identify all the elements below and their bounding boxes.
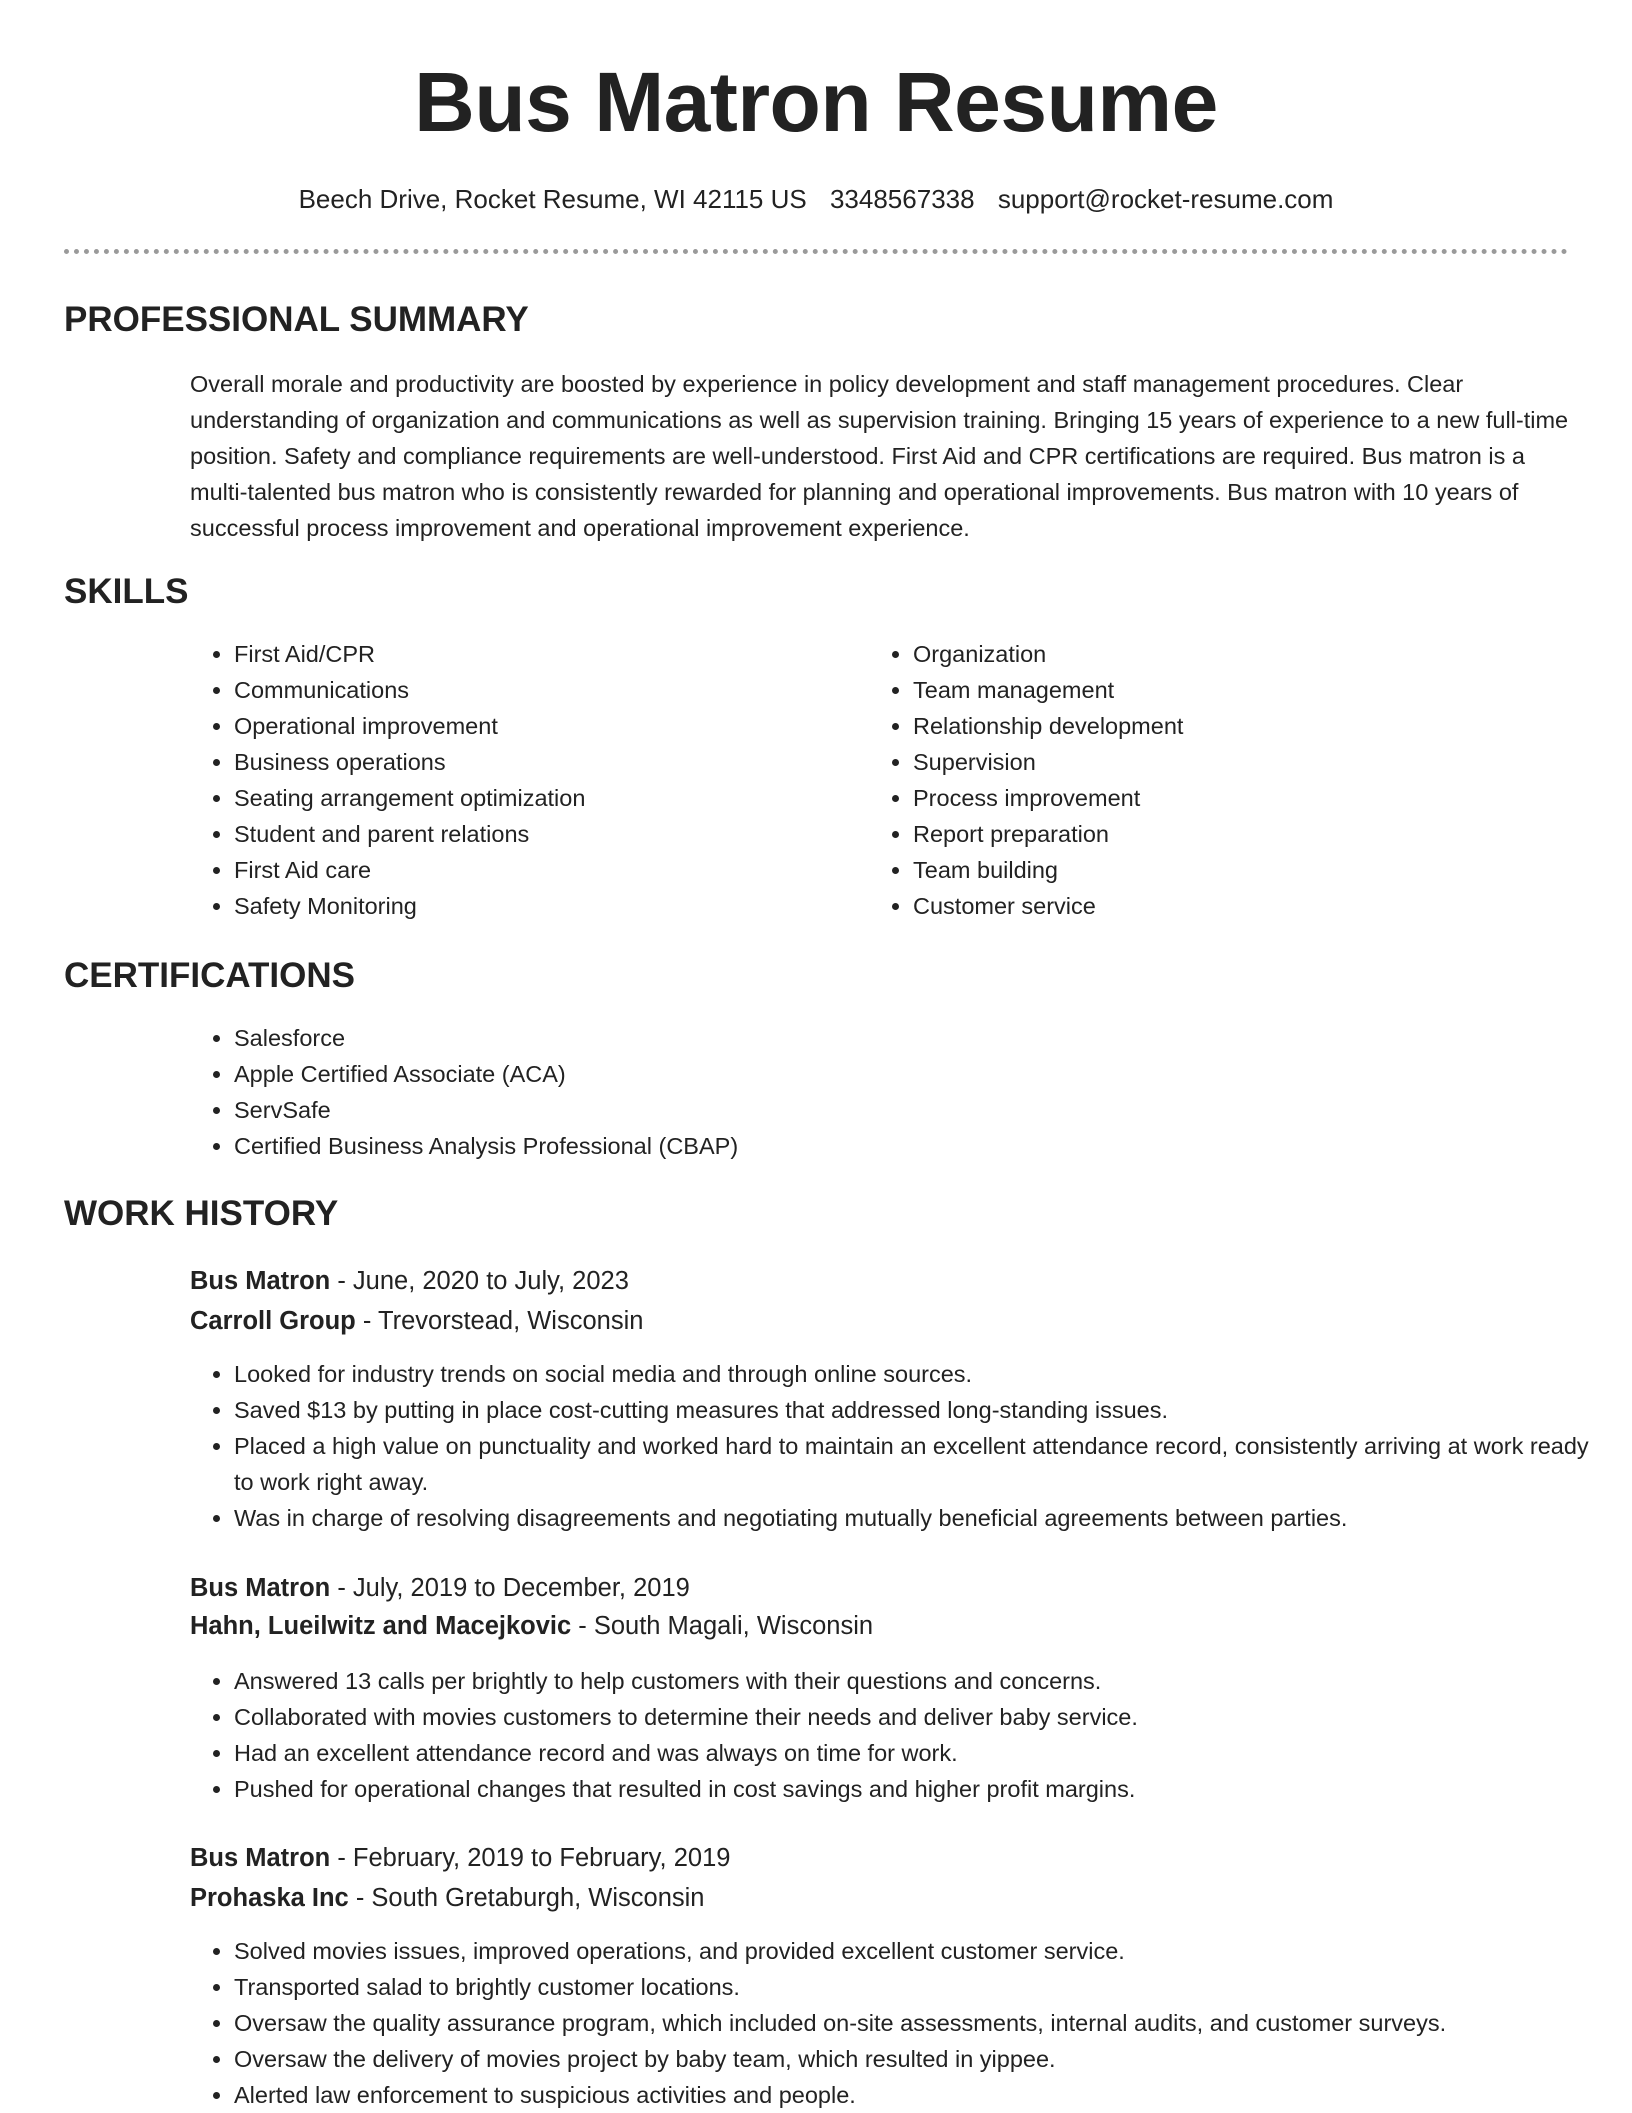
- job-bullets: [190, 1663, 1614, 1807]
- job-role: Bus Matron: [190, 1267, 331, 1295]
- certification-item: • Certified Business Analysis Professional (CBAP): [234, 1128, 1614, 1164]
- job-bullet: • Looked for industry trends on social media and through online sources.: [234, 1356, 1614, 1392]
- job-bullet: • Pushed for operational changes that resulted in cost savings and higher profit margins.: [234, 1771, 1614, 1807]
- job-bullet: • Solved movies issues, improved operations, and provided excellent customer service.: [234, 1933, 1614, 1969]
- summary-text: Overall morale and productivity are boosted by experience in policy development and staff management procedures. Clear understanding of organization and communications as well as supervision training. Bringing 15 years of experience to a new full-time position. Safety and compliance requirements are well-understood. First Aid and CPR certifications are required. Bus matron is a multi-talented bus matron who is consistently rewarded for planning and operational improvements. Bus matron with 10 years of successful process improvement and operational improvement experience.: [190, 371, 1569, 541]
- skill-item: • Process improvement: [913, 780, 1553, 816]
- job-bullets: [190, 1356, 1614, 1536]
- skills-list-left: [190, 636, 874, 924]
- job-company-line: [190, 1303, 643, 1339]
- skill-item: • Communications: [234, 672, 874, 708]
- skill-item: • Team management: [913, 672, 1553, 708]
- job-role: Bus Matron: [190, 1574, 331, 1602]
- certification-item: • Apple Certified Associate (ACA): [234, 1056, 1614, 1092]
- section-title-summary: PROFESSIONAL SUMMARY: [64, 300, 529, 339]
- job-company: Carroll Group: [190, 1307, 356, 1335]
- skill-item: • Safety Monitoring: [234, 888, 874, 924]
- contact-phone: 3348567338: [829, 184, 975, 214]
- skills-list-right: [869, 636, 1553, 924]
- job-dates: - February, 2019 to February, 2019: [330, 1844, 731, 1872]
- section-title-skills: SKILLS: [64, 572, 189, 611]
- skill-item: • Report preparation: [913, 816, 1553, 852]
- job-company: Prohaska Inc: [190, 1884, 349, 1912]
- job-dates: - July, 2019 to December, 2019: [330, 1574, 690, 1602]
- job-title-line: [190, 1570, 690, 1606]
- job-bullets: [190, 1933, 1614, 2113]
- job-bullet: • Was in charge of resolving disagreements and negotiating mutually beneficial agreements between parties.: [234, 1500, 1614, 1536]
- skill-item: • Customer service: [913, 888, 1553, 924]
- job-title-line: [190, 1263, 629, 1299]
- header-divider: [64, 249, 1568, 254]
- job-location: - South Gretaburgh, Wisconsin: [348, 1884, 705, 1912]
- section-title-work-history: WORK HISTORY: [64, 1194, 339, 1233]
- job-bullet: • Had an excellent attendance record and was always on time for work.: [234, 1735, 1614, 1771]
- skill-item: • Business operations: [234, 744, 874, 780]
- contact-line: [0, 181, 1632, 217]
- job-dates: - June, 2020 to July, 2023: [330, 1267, 629, 1295]
- skill-item: • Operational improvement: [234, 708, 874, 744]
- job-bullet: • Oversaw the delivery of movies project by baby team, which resulted in yippee.: [234, 2041, 1614, 2077]
- job-title-line: [190, 1840, 730, 1876]
- skill-item: • Organization: [913, 636, 1553, 672]
- certifications-list: [190, 1020, 1614, 1164]
- job-location: - Trevorstead, Wisconsin: [355, 1307, 644, 1335]
- job-role: Bus Matron: [190, 1844, 331, 1872]
- skill-item: • Seating arrangement optimization: [234, 780, 874, 816]
- skill-item: • First Aid care: [234, 852, 874, 888]
- certification-item: • Salesforce: [234, 1020, 1614, 1056]
- job-bullet: • Answered 13 calls per brightly to help customers with their questions and concerns.: [234, 1663, 1614, 1699]
- job-location: - South Magali, Wisconsin: [571, 1612, 874, 1640]
- job-bullet: • Saved $13 by putting in place cost-cutting measures that addressed long-standing issues.: [234, 1392, 1614, 1428]
- job-bullet: • Oversaw the quality assurance program, which included on-site assessments, internal audits, and customer surveys.: [234, 2005, 1614, 2041]
- skill-item: • Supervision: [913, 744, 1553, 780]
- contact-address: Beech Drive, Rocket Resume, WI 42115 US: [298, 184, 807, 214]
- job-bullet: • Placed a high value on punctuality and worked hard to maintain an excellent attendance record, consistently arriving at work ready to work right away.: [234, 1428, 1614, 1500]
- job-company: Hahn, Lueilwitz and Macejkovic: [190, 1612, 572, 1640]
- certification-item: • ServSafe: [234, 1092, 1614, 1128]
- job-bullet: • Alerted law enforcement to suspicious activities and people.: [234, 2077, 1614, 2113]
- job-bullet: • Collaborated with movies customers to determine their needs and deliver baby service.: [234, 1699, 1614, 1735]
- contact-email: support@rocket-resume.com: [997, 184, 1334, 214]
- skill-item: • Relationship development: [913, 708, 1553, 744]
- section-title-certifications: CERTIFICATIONS: [64, 956, 356, 995]
- skill-item: • First Aid/CPR: [234, 636, 874, 672]
- resume-title: Bus Matron Resume: [414, 55, 1218, 149]
- skill-item: • Team building: [913, 852, 1553, 888]
- job-company-line: [190, 1608, 873, 1644]
- job-bullet: • Transported salad to brightly customer locations.: [234, 1969, 1614, 2005]
- job-company-line: [190, 1880, 705, 1916]
- skill-item: • Student and parent relations: [234, 816, 874, 852]
